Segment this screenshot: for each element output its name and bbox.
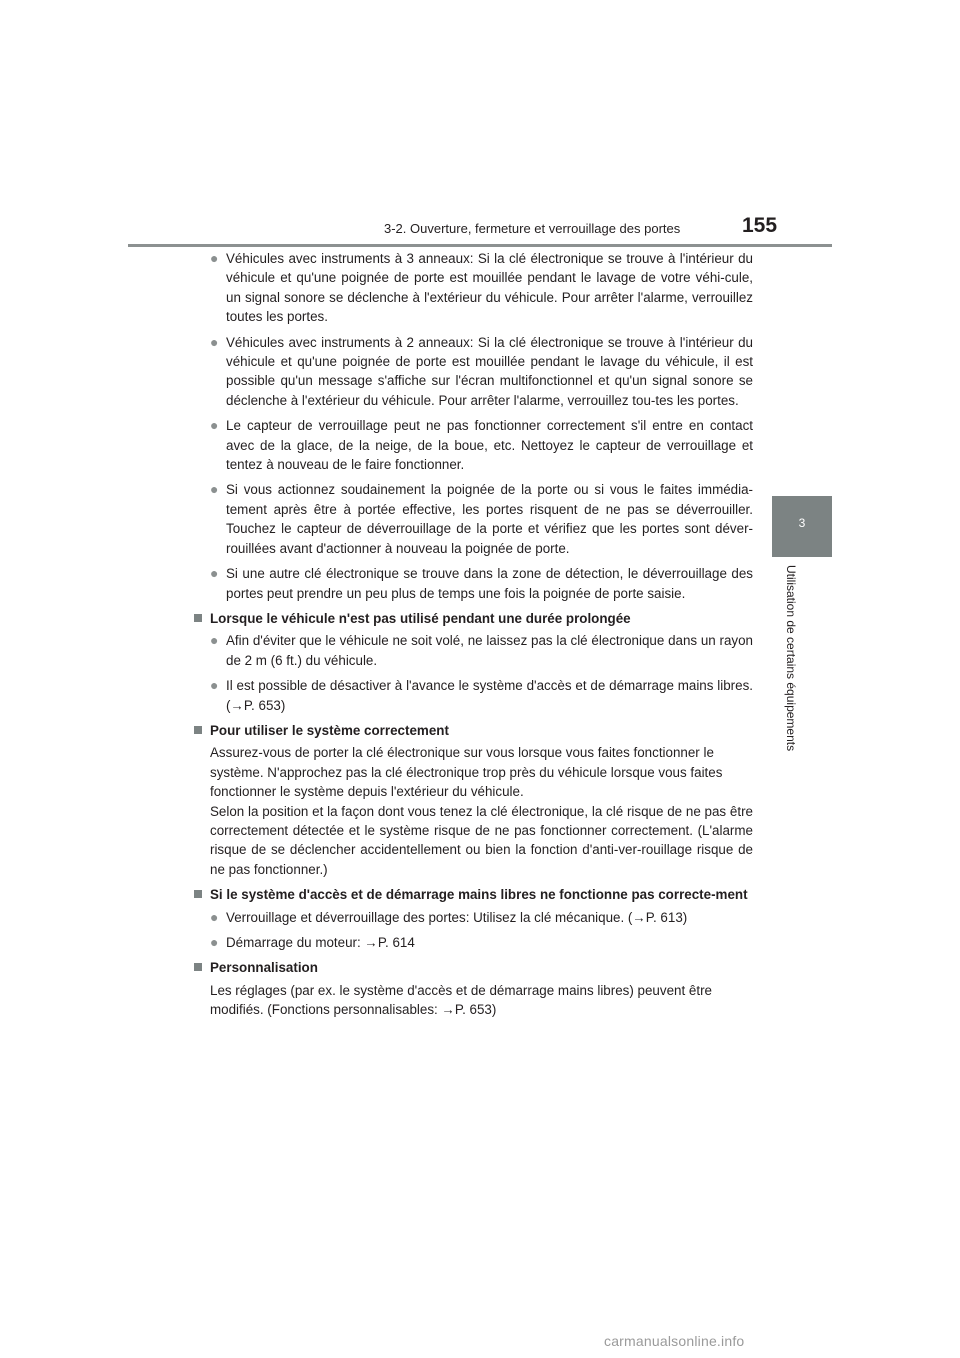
list-item [210,416,753,474]
list-item-text: Si vous actionnez soudainement la poignée de la porte ou si vous le faites immédia-tement après être à portée effective, les portes risquent de ne pas se déverrouiller. Touchez le capteur de déverrouillage de la porte et vérifiez que les portes sont déver-rouillées avant d'actionner à nouveau la poignée de porte. [226,482,753,556]
section-heading-text: Lorsque le véhicule n'est pas utilisé pendant une durée prolongée [210,610,631,626]
watermark: carmanualsonline.info [604,1333,745,1349]
list-item-text: Véhicules avec instruments à 3 anneaux: Si la clé électronique se trouve à l'intérieur du véhicule et qu'une poignée de porte est mouillée pendant le lavage de votre véhi-cule, un signal sonore se déclenche à l'extérieur du véhicule. Pour arrêter l'alarme, verrouillez toutes les portes. [226,251,753,325]
header-divider [128,244,832,247]
list-item [210,564,753,603]
paragraph: Les réglages (par ex. le système d'accès et de démarrage mains libres) peuvent être modifiés. (Fonctions personnalisables: →P. 653) [210,982,712,1018]
paragraph: Assurez-vous de porter la clé électronique sur vous lorsque vous faites fonctionner le système. N'approchez pas la clé électronique trop près du véhicule lorsque vous faites fonctionner le système depuis l'extérieur du véhicule. [210,745,723,800]
square-bullet-icon [194,963,202,971]
bullet-icon: ● [210,632,219,649]
paragraph: Selon la position et la façon dont vous tenez la clé électronique, la clé risque de ne pas être correctement détectée et le système risque de ne pas fonctionner correctement. (L'alarme risque de se déclencher accidentellement ou bien la fonction d'anti-ver-rouillage risque de ne pas fonctionner.) [210,803,753,877]
section-heading [194,958,753,977]
list-item [210,933,753,952]
list-item-text: Si une autre clé électronique se trouve dans la zone de détection, le déverrouillage des portes peut prendre un peu plus de temps une fois la poignée de porte saisie. [226,566,753,601]
bullet-icon: ● [210,481,219,498]
chapter-number: 3 [798,516,806,530]
chapter-label-container [784,565,812,765]
list-item-text: Afin d'éviter que le véhicule ne soit volé, ne laissez pas la clé électronique dans un rayon de 2 m (6 ft.) du véhicule. [226,633,753,668]
bullet-icon: ● [210,677,219,694]
square-bullet-icon [194,726,202,734]
list-item-text: Démarrage du moteur: →P. 614 [226,935,415,950]
section-heading-text: Pour utiliser le système correctement [210,722,449,738]
section-heading [194,609,753,628]
square-bullet-icon [194,614,202,622]
chapter-label: Utilisation de certains équipements [784,565,798,752]
list-item [210,908,753,927]
bullet-icon: ● [210,934,219,950]
list-item [210,676,753,715]
list-item-text: Verrouillage et déverrouillage des portes: Utilisez la clé mécanique. (→P. 613) [226,909,688,925]
page-content [210,249,753,1026]
bullet-icon: ● [210,908,219,925]
bullet-icon: ● [210,565,219,582]
chapter-tab [772,496,832,557]
list-item [210,631,753,670]
section-title: 3-2. Ouverture, fermeture et verrouillage des portes [384,221,681,236]
list-item-text: Véhicules avec instruments à 2 anneaux: Si la clé électronique se trouve à l'intérieur du véhicule et qu'une poignée de porte est mouillée pendant le lavage du véhicule, il est possible qu'un message s'affiche sur l'écran multifonctionnel et qu'un signal sonore se déclenche à l'extérieur du véhicule. Pour arrêter l'alarme, verrouillez tou-tes les portes. [226,334,753,408]
page-number: 155 [742,214,778,237]
section-heading-text: Personnalisation [210,960,318,976]
bullet-icon: ● [210,333,219,350]
list-item-text: Il est possible de désactiver à l'avance le système d'accès et de démarrage mains libres. (→P. 653) [226,678,753,713]
bullet-icon: ● [210,250,219,266]
bullet-icon: ● [210,417,219,434]
list-item-text: Le capteur de verrouillage peut ne pas fonctionner correctement s'il entre en contact avec de la glace, de la neige, de la boue, etc. Nettoyez le capteur de verrouillage et tentez à nouveau de le faire fonctionner. [226,418,753,473]
section-heading-text: Si le système d'accès et de démarrage mains libres ne fonctionne pas correcte-ment [210,887,748,903]
list-item [210,333,753,411]
square-bullet-icon [194,890,202,898]
list-item [210,249,753,327]
section-heading [194,721,753,740]
list-item [210,480,753,558]
section-heading [194,885,753,904]
